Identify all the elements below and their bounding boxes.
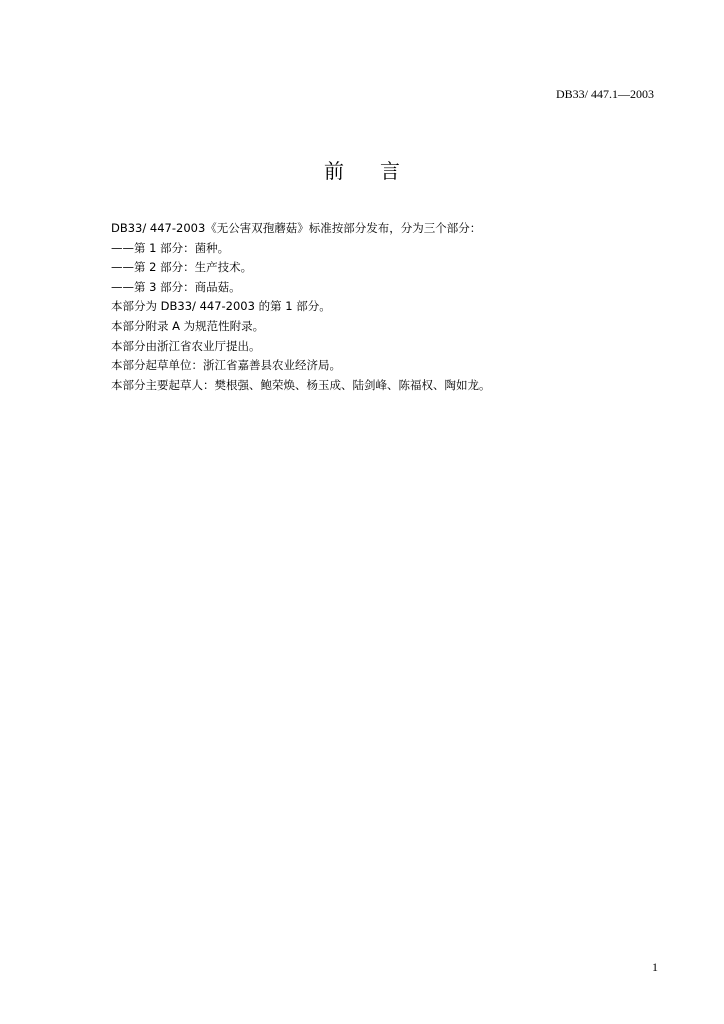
- body-line-6: 本部分附录 A 为规范性附录。: [111, 318, 265, 333]
- document-code: DB33/ 447.1—2003: [555, 87, 654, 101]
- body-line-2: ——第 1 部分：菌种。: [111, 240, 230, 255]
- page-title: [0, 155, 724, 184]
- body-line-1: DB33/ 447-2003《无公害双孢蘑菇》标准按部分发布，分为三个部分：: [111, 221, 482, 235]
- body-line-7: 本部分由浙江省农业厅提出。: [111, 338, 261, 353]
- page-number: 1: [652, 960, 658, 974]
- body-line-9: 本部分主要起草人：樊根强、鲍荣焕、杨玉成、陆剑峰、陈福权、陶如龙。: [111, 377, 491, 392]
- foreword-body: [111, 219, 671, 395]
- title-char-2: 言: [380, 159, 400, 183]
- title-char-1: 前: [324, 159, 344, 183]
- body-line-5: 本部分为 DB33/ 447-2003 的第 1 部分。: [111, 299, 331, 314]
- body-line-4: ——第 3 部分：商品菇。: [111, 279, 241, 294]
- body-line-3: ——第 2 部分：生产技术。: [111, 260, 253, 275]
- body-line-8: 本部分起草单位：浙江省嘉善县农业经济局。: [111, 358, 341, 373]
